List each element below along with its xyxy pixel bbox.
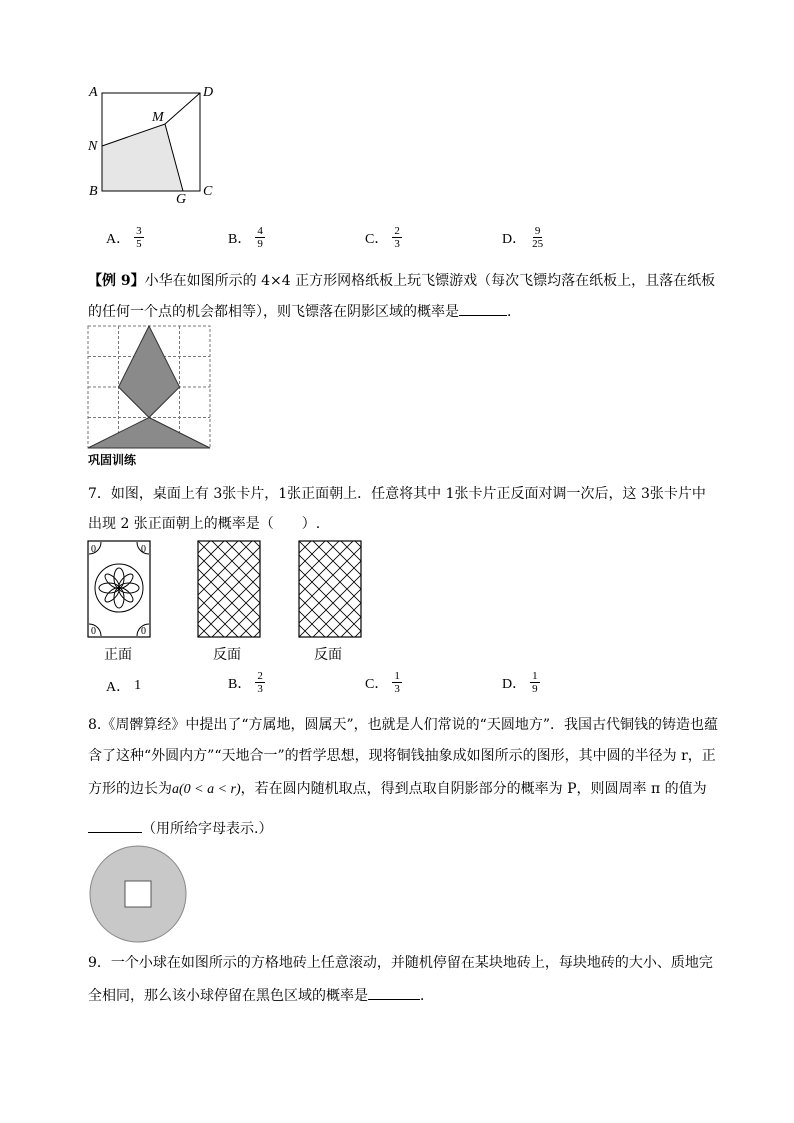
example9-line2 [88,301,521,322]
q7-line2: 出现 2 张正面朝上的概率是（ ）. [88,516,321,532]
answer-blank[interactable] [459,301,507,316]
label-D: D [203,85,214,100]
fraction: $\frac{9}{25}$ [532,225,544,250]
fraction: $\frac{4}{9}$ [257,225,263,250]
fraction: $\frac{3}{5}$ [136,225,142,250]
example-tag: 【例 9】 [88,273,145,289]
label-A: A [89,85,98,100]
svg-text:0: 0 [141,626,146,637]
section-title: 巩固训练 [88,453,137,467]
fraction: $\frac{1}{9}$ [532,670,538,695]
choice-letter: C． [365,676,389,692]
choice-letter: D． [502,231,527,247]
choice-c[interactable] [365,225,402,250]
fraction: $\frac{2}{3}$ [394,225,400,250]
q7-line1: 7．如图，桌面上有 3张卡片，1张正面朝上．任意将其中 1张卡片正反面对调一次后，这 3张卡片中 [88,486,706,502]
choice-letter: A． [106,231,131,247]
choice-letter: B． [228,231,252,247]
choice-b[interactable] [228,225,265,250]
fraction: $\frac{1}{3}$ [394,670,400,695]
choice-letter: C． [365,231,389,247]
q8-line3 [88,779,707,800]
coin-figure [88,844,190,944]
card-front [87,540,151,638]
card-label-back: 反面 [213,647,241,663]
q7-choice-c[interactable] [365,670,402,695]
answer-blank[interactable] [88,818,142,833]
example-text: 小华在如图所示的 4×4 正方形网格纸板上玩飞镖游戏（每次飞镖均落在纸板上，且落在纸板 [144,273,716,289]
q8-text: ，若在圆内随机取点，得到点取自阴影部分的概率为 P，则圆周率 π 的值为 [240,781,707,797]
label-B: B [89,184,98,199]
card-back-1 [197,540,261,638]
label-N: N [88,139,98,154]
q8-line4 [88,818,272,839]
q9-line2 [88,985,434,1006]
dart-grid-figure [86,323,214,451]
math-expression: a(0 < a < r) [172,782,241,797]
q9-text: 全相同，那么该小球停留在黑色区域的概率是 [88,988,368,1004]
example-text: 的任何一个点的机会都相等），则飞镖落在阴影区域的概率是 [88,304,459,320]
q8-text: 方形的边长为 [88,781,172,797]
choice-d[interactable] [502,225,545,250]
q7-choice-d[interactable] [502,670,540,695]
q7-choice-b[interactable] [228,670,265,695]
label-G: G [176,192,187,207]
example9-line1 [88,271,715,291]
punct: ． [420,988,434,1004]
label-M: M [152,110,164,125]
square-figure [85,82,220,207]
q8-line2: 含了这种“外圆内方”“天地合一”的哲学思想，现将铜钱抽象成如图所示的图形，其中圆的半径为 r，正 [88,748,716,764]
card-label-front: 正面 [104,647,132,663]
svg-text:0: 0 [141,544,146,555]
q8-line1: 8.《周髀算经》中提出了“方属地，圆属天”，也就是人们常说的“天圆地方”．我国古代铜钱的铸造也蕴 [88,717,718,733]
fraction: $\frac{2}{3}$ [257,670,263,695]
choice-letter: D． [502,676,527,692]
svg-text:0: 0 [91,544,96,555]
label-C: C [203,184,213,199]
svg-text:0: 0 [91,626,96,637]
q7-choice-a[interactable] [106,676,141,696]
q8-text: （用所给字母表示.） [142,821,273,837]
card-label-back: 反面 [314,647,342,663]
choice-value: 1 [134,678,142,693]
choice-a[interactable] [106,225,144,250]
punct: ． [507,304,521,320]
card-back-2 [298,540,362,638]
q9-line1: 9．一个小球在如图所示的方格地砖上任意滚动，并随机停留在某块地砖上，每块地砖的大小、质地完 [88,955,713,971]
choice-letter: B． [228,676,252,692]
choice-letter: A． [106,680,131,695]
answer-blank[interactable] [368,985,420,1000]
